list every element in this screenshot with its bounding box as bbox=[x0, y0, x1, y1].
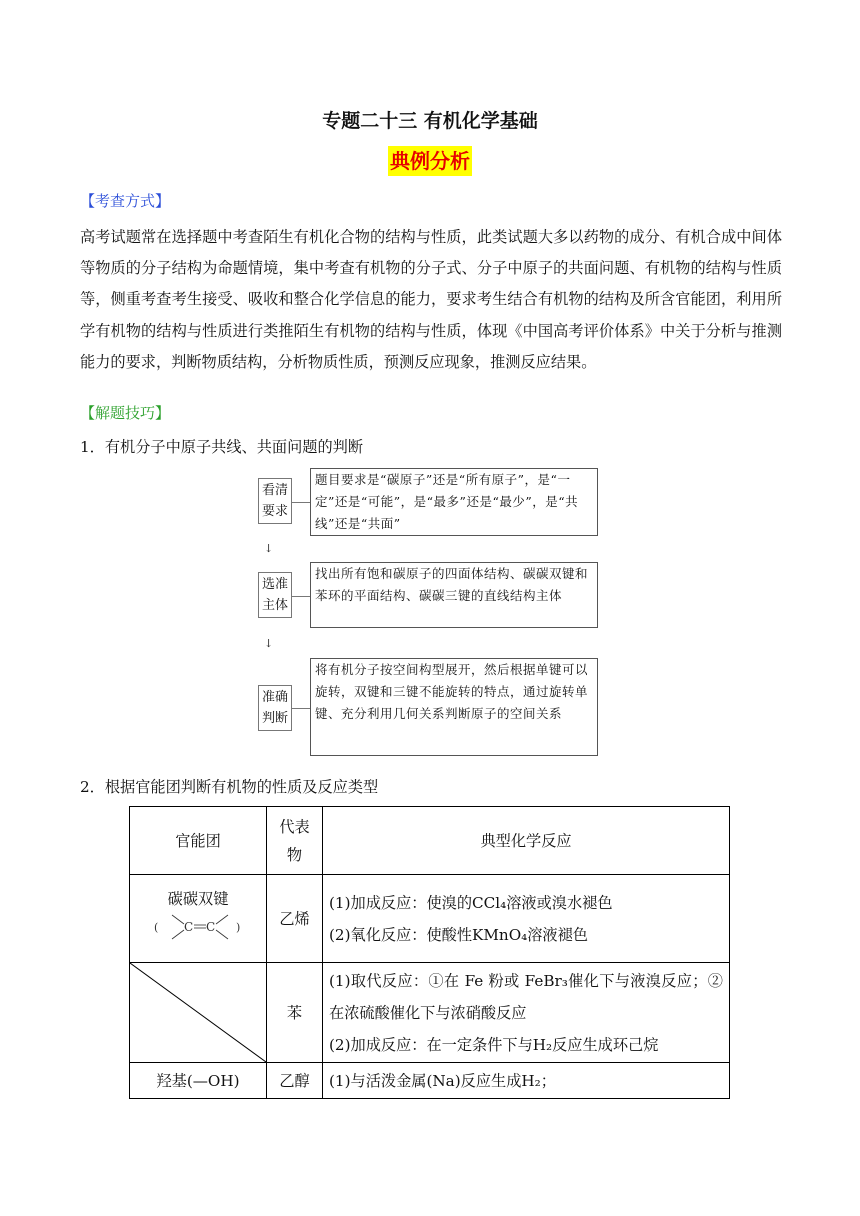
representative-cell: 乙醇 bbox=[267, 1063, 323, 1099]
group-name: 碳碳双键 bbox=[167, 890, 229, 908]
table-row bbox=[130, 875, 730, 963]
functional-group-cell: 羟基(—OH) bbox=[130, 1063, 267, 1099]
down-arrow-icon: ↓ bbox=[264, 637, 274, 650]
item-2-heading: 2．根据官能团判断有机物的性质及反应类型 bbox=[80, 778, 379, 796]
flow-step-text-2: 找出所有饱和碳原子的四面体结构、碳碳双键和苯环的平面结构、碳碳三键的直线结构主体 bbox=[310, 562, 598, 628]
functional-group-cell bbox=[130, 875, 267, 963]
flow-step-text-3: 将有机分子按空间构型展开，然后根据单键可以旋转，双键和三键不能旋转的特点，通过旋转单键、充分利用几何关系判断原子的空间关系 bbox=[310, 658, 598, 756]
down-arrow-icon: ↓ bbox=[264, 542, 274, 555]
reaction-line: (2)氧化反应：使酸性KMnO₄溶液褪色 bbox=[329, 925, 588, 944]
reaction-line: (2)加成反应：在一定条件下与H₂反应生成环己烷 bbox=[329, 1035, 659, 1054]
svg-text:C: C bbox=[206, 920, 216, 934]
diagonal-line bbox=[130, 963, 266, 1062]
header-representative: 代表物 bbox=[267, 807, 323, 875]
table-row bbox=[130, 963, 730, 1063]
table-row bbox=[130, 1063, 730, 1099]
reaction-line: (1)取代反应：①在 Fe 粉或 FeBr₃催化下与液溴反应；②在浓硫酸催化下与浓硝酸反应 bbox=[329, 971, 723, 1022]
section-heading-solving-skills: 【解题技巧】 bbox=[80, 404, 171, 422]
highlighted-subtitle: 典例分析 bbox=[388, 146, 472, 176]
representative-cell: 乙烯 bbox=[267, 875, 323, 963]
header-functional-group: 官能团 bbox=[130, 807, 267, 875]
double-bond-structure-icon bbox=[150, 909, 246, 945]
flow-step-label-3: 准确判断 bbox=[258, 685, 292, 731]
item-1-heading: 1．有机分子中原子共线、共面问题的判断 bbox=[80, 438, 364, 456]
section-heading-exam-method: 【考查方式】 bbox=[80, 192, 171, 210]
flow-step-text-1: 题目要求是“碳原子”还是“所有原子”，是“一定”还是“可能”，是“最多”还是“最少”，是“共线”还是“共面” bbox=[310, 468, 598, 536]
flow-step-label-2: 选准主体 bbox=[258, 572, 292, 618]
flow-connector bbox=[292, 596, 310, 597]
representative-cell: 苯 bbox=[267, 963, 323, 1063]
reaction-line: (1)与活泼金属(Na)反应生成H₂； bbox=[329, 1072, 556, 1090]
svg-text:): ) bbox=[236, 921, 241, 934]
functional-group-table bbox=[129, 806, 730, 1099]
document-title: 专题二十三 有机化学基础 bbox=[322, 110, 538, 132]
functional-group-cell-empty bbox=[130, 963, 267, 1063]
svg-text:(: ( bbox=[154, 921, 159, 934]
reaction-cell bbox=[323, 963, 730, 1063]
flow-connector bbox=[292, 708, 310, 709]
table-header-row bbox=[130, 807, 730, 875]
flow-connector bbox=[292, 502, 310, 503]
header-typical-reaction: 典型化学反应 bbox=[323, 807, 730, 875]
reaction-cell bbox=[323, 875, 730, 963]
exam-method-paragraph: 高考试题常在选择题中考查陌生有机化合物的结构与性质，此类试题大多以药物的成分、有机合成中间体等物质的分子结构为命题情境，集中考查有机物的分子式、分子中原子的共面问题、有机物的结构与性质等，侧重考查考生接受、吸收和整合化学信息的能力，要求考生结合有机物的结构及所含官能团，利用所学有机物的结构与性质进行类推陌生有机物的结构与性质，体现《中国高考评价体系》中关于分析与推测能力的要求，判断物质结构，分析物质性质，预测反应现象，推测反应结果。 bbox=[80, 228, 782, 371]
svg-text:C: C bbox=[184, 920, 194, 934]
reaction-cell bbox=[323, 1063, 730, 1099]
reaction-line: (1)加成反应：使溴的CCl₄溶液或溴水褪色 bbox=[329, 893, 613, 912]
flow-step-label-1: 看清要求 bbox=[258, 478, 292, 524]
